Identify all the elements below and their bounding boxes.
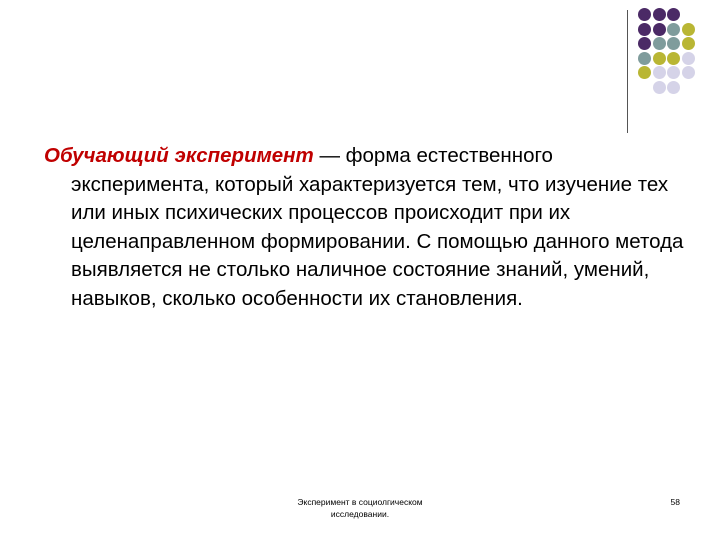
decorative-dot <box>638 37 651 50</box>
decorative-dot <box>653 23 666 36</box>
decorative-dot-grid <box>638 8 698 118</box>
decorative-dot <box>653 37 666 50</box>
decorative-dot <box>638 8 651 21</box>
decorative-dot <box>638 23 651 36</box>
decorative-dot <box>638 66 651 79</box>
decorative-dot <box>667 23 680 36</box>
decorative-dot <box>667 8 680 21</box>
decorative-dot <box>667 37 680 50</box>
vertical-divider-line <box>627 10 628 133</box>
footer-title <box>270 496 450 520</box>
definition-term: Обучающий эксперимент <box>44 144 314 167</box>
footer-title-line2: исследовании. <box>330 509 390 519</box>
decorative-dot <box>667 66 680 79</box>
decorative-dot <box>638 52 651 65</box>
slide-body <box>44 142 694 313</box>
definition-text: — форма естественного эксперимента, который характеризуется тем, что изучение тех или иных психических процессов происходит при их целенаправленном формировании. С помощью данного метода выявляется не столько наличное состояние знаний, умений, навыков, сколько особенности их становления. <box>71 144 684 310</box>
definition-paragraph <box>44 142 694 313</box>
decorative-dot <box>653 81 666 94</box>
page-number: 58 <box>670 497 680 507</box>
decorative-dot <box>653 8 666 21</box>
decorative-dot <box>682 37 695 50</box>
decorative-dot <box>682 52 695 65</box>
decorative-dot <box>667 52 680 65</box>
decorative-dot <box>682 23 695 36</box>
decorative-dot <box>667 81 680 94</box>
decorative-dot <box>682 66 695 79</box>
decorative-dot <box>653 66 666 79</box>
footer-title-line1: Эксперимент в социолгическом <box>297 497 423 507</box>
decorative-dot <box>653 52 666 65</box>
